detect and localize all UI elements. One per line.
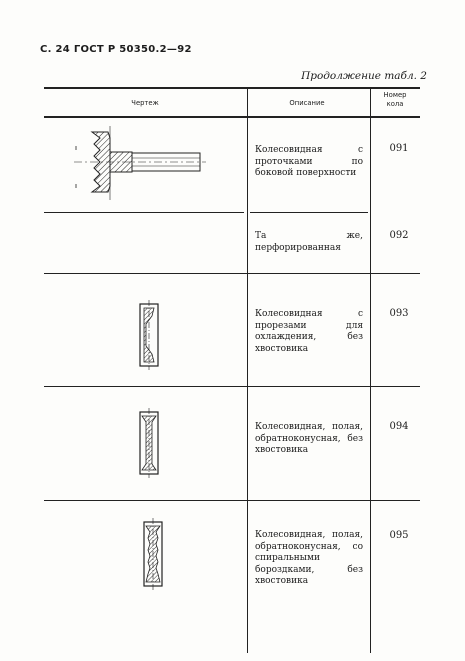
- drawing-wheel-cooling-slots: [134, 300, 164, 370]
- row-separator: [250, 212, 368, 213]
- row-description: Колесовидная, полая, обратноконусная, без хвостовика: [255, 422, 363, 455]
- row-separator: [44, 273, 420, 274]
- row-number: 093: [389, 308, 409, 319]
- table-header-rule: [44, 116, 420, 118]
- column-divider-1: [247, 88, 248, 653]
- drawing-wheel-hollow: [134, 408, 164, 478]
- row-number: 095: [389, 530, 409, 541]
- row-description: Та же, перфорированная: [255, 231, 363, 253]
- row-separator: [44, 212, 244, 213]
- page-header: С. 24 ГОСТ Р 50350.2—92: [40, 44, 192, 55]
- row-number: 094: [389, 421, 409, 432]
- row-description: Колесовидная, полая, обратноконусная, со спиральными бороздками, без хвостовика: [255, 530, 363, 586]
- row-separator: [44, 500, 420, 501]
- column-divider-2: [370, 88, 371, 653]
- row-separator: [44, 386, 420, 387]
- drawing-wheel-grooved: [70, 126, 210, 202]
- row-description: Колесовидная с проточками по боковой поверхности: [255, 145, 363, 178]
- column-header-number: Номер кола: [383, 91, 407, 108]
- column-header-description: Описание: [289, 99, 325, 107]
- row-number: 092: [389, 230, 409, 241]
- column-header-drawing: Чертеж: [131, 99, 159, 107]
- table-continuation-label: Продолжение табл. 2: [301, 70, 427, 82]
- drawing-wheel-spiral-grooves: [138, 518, 168, 590]
- table-top-rule: [44, 87, 420, 89]
- row-description: Колесовидная с прорезами для охлаждения, без хвостовика: [255, 309, 363, 354]
- row-number: 091: [389, 143, 409, 154]
